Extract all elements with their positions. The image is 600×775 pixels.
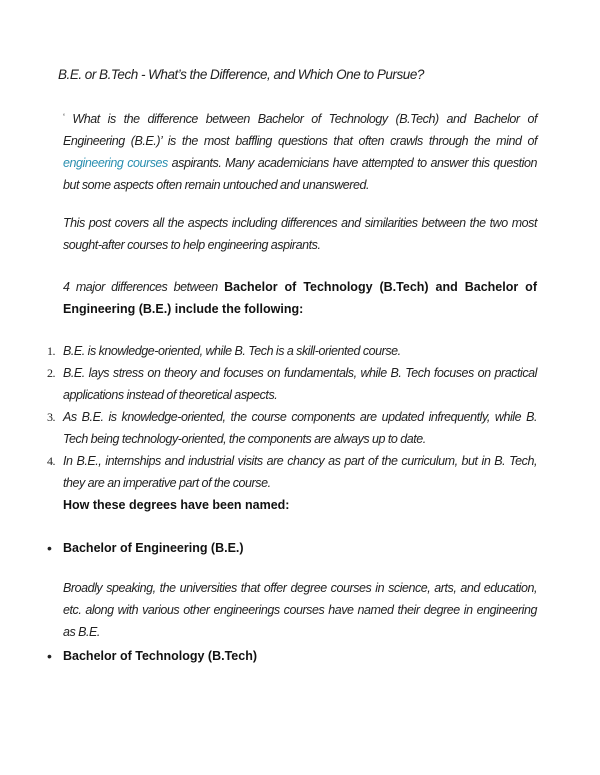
list-number: 3.: [47, 410, 56, 424]
differences-list: [0, 340, 600, 494]
list-item-text: As B.E. is knowledge-oriented, the course components are updated infrequently, while B. Tech being technology-oriented, the components are always up to date.: [63, 410, 537, 446]
bullet-icon: •: [47, 540, 52, 556]
differences-intro-italic: 4 major differences between: [63, 280, 218, 294]
degree-name: Bachelor of Technology (B.Tech): [63, 649, 257, 663]
list-item-text: In B.E., internships and industrial visits are chancy as part of the curriculum, but in B. Tech, they are an imperative part of the course.: [63, 454, 537, 490]
be-description: Broadly speaking, the universities that offer degree courses in science, arts, and education, etc. along with various other engineerings courses have named their degree in engineering as B.E.: [63, 581, 537, 639]
list-number: 4.: [47, 454, 56, 468]
bullet-icon: •: [47, 648, 52, 664]
list-item: [0, 450, 537, 494]
list-number: 2.: [47, 366, 56, 380]
list-item: [0, 362, 537, 406]
intro-text-start: What is the difference between Bachelor of Technology (B.Tech) and Bachelor of Engineering (B.E.)’ is the most baffling questions that often crawls through the mind of: [63, 112, 538, 148]
list-item: [0, 406, 537, 450]
intro-text-end: aspirants. Many academicians have attempted to answer this question but some aspects often remain untouched and unanswered.: [63, 156, 537, 192]
engineering-courses-link[interactable]: engineering courses: [63, 156, 168, 170]
page-title: B.E. or B.Tech - What’s the Difference, and Which One to Pursue?: [58, 67, 424, 82]
intro-paragraph: [63, 106, 537, 196]
list-item: [0, 340, 537, 362]
quote-mark: ‘: [63, 112, 65, 122]
list-item-text: B.E. is knowledge-oriented, while B. Tech is a skill-oriented course.: [63, 344, 401, 358]
post-paragraph: This post covers all the aspects including differences and similarities between the two most sought-after courses to help engineering aspirants.: [63, 216, 537, 252]
differences-intro: [63, 276, 537, 320]
naming-heading: How these degrees have been named:: [63, 498, 290, 512]
list-item-text: B.E. lays stress on theory and focuses on fundamentals, while B. Tech focuses on practical applications instead of theoretical aspects.: [63, 366, 537, 402]
degree-name: Bachelor of Engineering (B.E.): [63, 541, 244, 555]
differences-intro-bold: Bachelor of Technology (B.Tech) and Bachelor of Engineering (B.E.) include the following:: [63, 280, 537, 316]
list-number: 1.: [47, 344, 56, 358]
